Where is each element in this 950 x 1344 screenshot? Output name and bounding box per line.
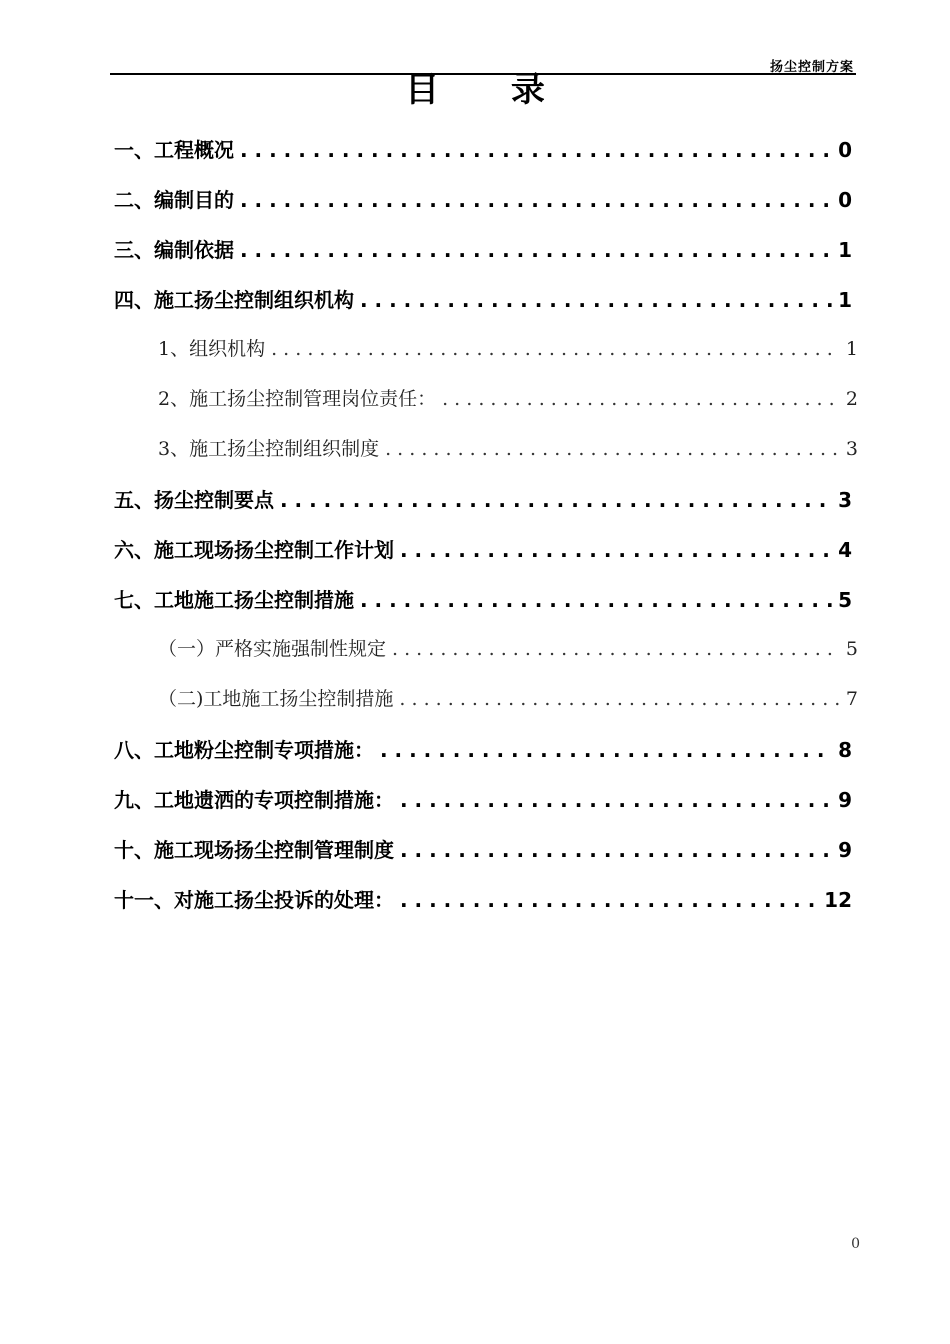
toc-entry-label: 二、编制目的 <box>114 188 234 212</box>
toc-entry-page-number: 5 <box>838 588 852 612</box>
toc-entry[interactable] <box>114 584 852 613</box>
toc-dot-leader <box>399 688 839 710</box>
toc-entry-label: 2、施工扬尘控制管理岗位责任： <box>158 388 437 410</box>
toc-entry-label: 五、扬尘控制要点 <box>114 488 274 512</box>
toc-dot-leader <box>360 288 832 312</box>
toc-entry[interactable] <box>114 834 852 863</box>
toc-entry[interactable] <box>114 534 852 563</box>
toc-entry[interactable] <box>158 334 858 361</box>
footer-page-number: 0 <box>851 1236 860 1252</box>
toc-entry-page-number: 0 <box>838 138 852 162</box>
toc-entry-label: 四、施工扬尘控制组织机构 <box>114 288 354 312</box>
toc-entry-label: 七、工地施工扬尘控制措施 <box>114 588 354 612</box>
toc-entry-page-number: 2 <box>845 388 858 410</box>
toc-dot-leader <box>240 238 832 262</box>
toc-dot-leader <box>385 438 840 460</box>
toc-entry-page-number: 9 <box>838 788 852 812</box>
toc-dot-leader <box>442 388 840 410</box>
toc-entry-page-number: 3 <box>838 488 852 512</box>
toc-entry[interactable] <box>158 634 858 661</box>
toc-entry-page-number: 1 <box>838 288 852 312</box>
toc-entry[interactable] <box>158 434 858 461</box>
toc-entry-page-number: 4 <box>838 538 852 562</box>
toc-entry-label: 3、施工扬尘控制组织制度 <box>158 438 380 460</box>
toc-entry-page-number: 12 <box>824 888 852 912</box>
toc-entry[interactable] <box>114 484 852 513</box>
toc-dot-leader <box>400 538 832 562</box>
toc-dot-leader <box>400 888 818 912</box>
toc-entry-label: 九、工地遗洒的专项控制措施： <box>114 788 394 812</box>
toc-entry-label: 十、施工现场扬尘控制管理制度 <box>114 838 394 862</box>
toc-entry[interactable] <box>114 884 852 913</box>
toc-entry[interactable] <box>114 134 852 163</box>
toc-dot-leader <box>280 488 832 512</box>
toc-entry-page-number: 8 <box>838 738 852 762</box>
toc-entry[interactable] <box>114 184 852 213</box>
toc-entry-label: 八、工地粉尘控制专项措施： <box>114 738 374 762</box>
toc-entry-page-number: 7 <box>845 688 858 710</box>
toc-entry-label: （二)工地施工扬尘控制措施 <box>158 688 394 710</box>
toc-dot-leader <box>271 338 840 360</box>
toc-entry[interactable] <box>114 734 852 763</box>
toc-dot-leader <box>360 588 832 612</box>
toc-dot-leader <box>380 738 832 762</box>
toc-entry-label: 1、组织机构 <box>158 338 266 360</box>
toc-entry[interactable] <box>158 684 858 711</box>
toc-dot-leader <box>392 638 840 660</box>
toc-entry-label: 六、施工现场扬尘控制工作计划 <box>114 538 394 562</box>
toc-entry[interactable] <box>114 784 852 813</box>
toc-entry-label: 三、编制依据 <box>114 238 234 262</box>
toc-entry-page-number: 0 <box>838 188 852 212</box>
toc-entry-page-number: 1 <box>845 338 858 360</box>
toc-entry-page-number: 9 <box>838 838 852 862</box>
toc-entry[interactable] <box>114 284 852 313</box>
toc-entry[interactable] <box>114 234 852 263</box>
toc-entry-label: （一）严格实施强制性规定 <box>158 638 387 660</box>
toc-entry-page-number: 3 <box>845 438 858 460</box>
page-title: 目 录 <box>405 70 545 110</box>
toc-entry-label: 一、工程概况 <box>114 138 234 162</box>
toc-dot-leader <box>240 138 832 162</box>
toc-entry-page-number: 1 <box>838 238 852 262</box>
running-header: 扬尘控制方案 <box>769 60 854 75</box>
toc-dot-leader <box>400 838 832 862</box>
toc-entry-page-number: 5 <box>845 638 858 660</box>
toc-dot-leader <box>240 188 832 212</box>
toc-dot-leader <box>400 788 832 812</box>
toc-entry-label: 十一、对施工扬尘投诉的处理： <box>114 888 394 912</box>
toc-entry[interactable] <box>158 384 858 411</box>
